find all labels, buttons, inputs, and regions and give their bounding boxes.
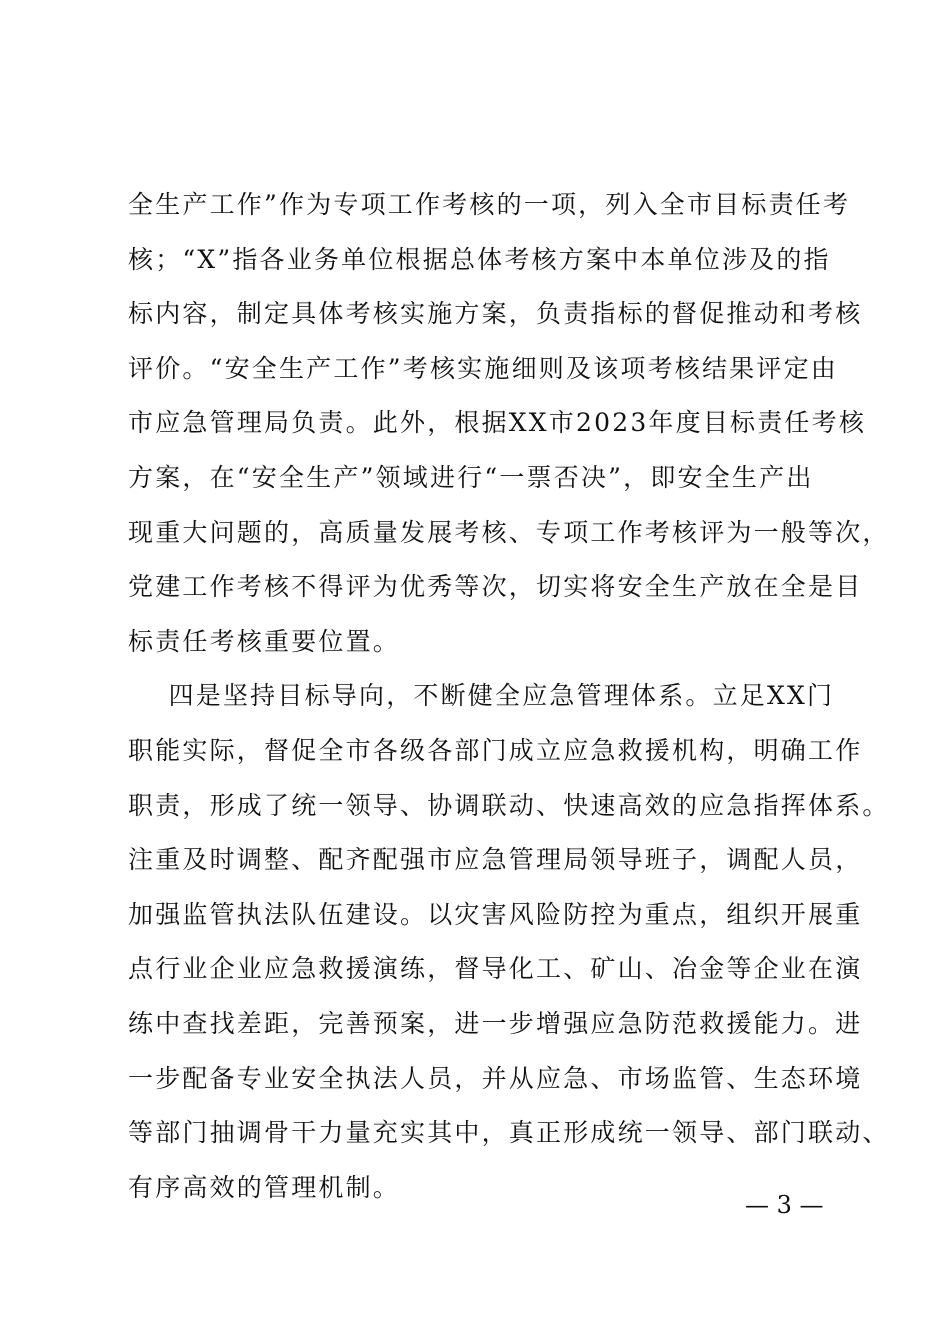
text-line: 练中查找差距，完善预案，进一步增强应急防范救援能力。进 xyxy=(128,1008,863,1038)
text-line: 党建工作考核不得评为优秀等次，切实将安全生产放在全是目 xyxy=(128,572,863,602)
text-line: 四是坚持目标导向，不断健全应急管理体系。立足XX门 xyxy=(128,681,835,711)
text-line: 注重及时调整、配齐配强市应急管理局领导班子，调配人员， xyxy=(128,845,863,875)
text-line: 标责任考核重要位置。 xyxy=(128,626,401,656)
text-line: 职能实际，督促全市各级各部门成立应急救援机构，明确工作 xyxy=(128,735,863,765)
page-number: — 3 — xyxy=(745,1191,824,1219)
text-line: 一步配备专业安全执法人员，并从应急、市场监管、生态环境 xyxy=(128,1063,863,1093)
text-line: 方案，在“安全生产”领域进行“一票否决”，即安全生产出 xyxy=(128,462,814,492)
text-line: 市应急管理局负责。此外，根据XX市2023年度目标责任考核 xyxy=(128,408,867,438)
text-line: 等部门抽调骨干力量充实其中，真正形成统一领导、部门联动、 xyxy=(128,1118,890,1148)
text-line: 核；“X”指各业务单位根据总体考核方案中本单位涉及的指 xyxy=(128,244,831,274)
text-line: 全生产工作”作为专项工作考核的一项，列入全市目标责任考 xyxy=(128,190,851,219)
text-line: 评价。“安全生产工作”考核实施细则及该项考核结果评定由 xyxy=(128,353,838,383)
text-line: 有序高效的管理机制。 xyxy=(128,1172,401,1202)
text-line: 加强监管执法队伍建设。以灾害风险防控为重点，组织开展重 xyxy=(128,899,863,929)
text-line: 职责，形成了统一领导、协调联动、快速高效的应急指挥体系。 xyxy=(128,790,890,820)
text-line: 标内容，制定具体考核实施方案，负责指标的督促推动和考核 xyxy=(128,299,863,329)
body-text xyxy=(128,178,890,1215)
text-line: 现重大问题的，高质量发展考核、专项工作考核评为一般等次， xyxy=(128,517,890,547)
text-line: 点行业企业应急救援演练，督导化工、矿山、冶金等企业在演 xyxy=(128,954,863,984)
